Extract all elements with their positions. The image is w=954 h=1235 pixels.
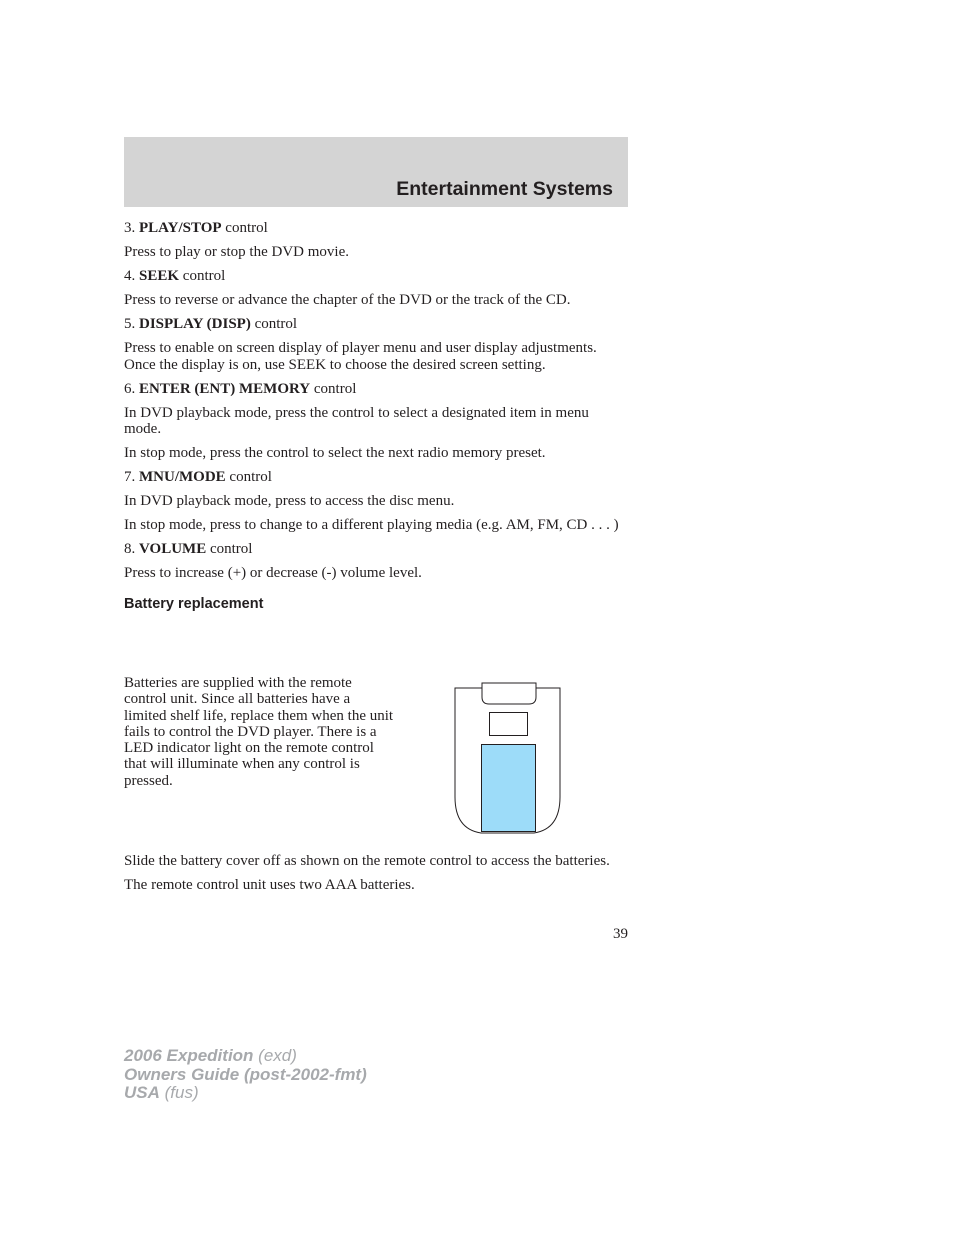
item-6-desc: In DVD playback mode, press the control to select a designated item in menu mode. [124, 404, 589, 437]
item-7-desc: In DVD playback mode, press to access the disc menu. [124, 493, 455, 509]
battery-type-text: The remote control unit uses two AAA batteries. [124, 876, 415, 893]
controls-list [124, 220, 629, 619]
battery-intro: Batteries are supplied with the remote control unit. Since all batteries have a limited shelf life, replace them when the unit fails to control the DVD player. There is a LED indicator light on the remote control that will illuminate when any control is pressed. [124, 675, 394, 789]
footer-line-2: Owners Guide (post-2002-fmt) [124, 1064, 367, 1084]
item-3-desc: Press to play or stop the DVD movie. [124, 244, 349, 260]
item-8-desc: Press to increase (+) or decrease (-) volume level. [124, 565, 422, 581]
item-5-heading: 5. DISPLAY (DISP) control [124, 316, 298, 332]
footer-line-3: USA (fus) [124, 1083, 199, 1102]
document-footer [124, 1047, 367, 1103]
page-number: 39 [613, 926, 628, 942]
footer-line-1: 2006 Expedition (exd) [124, 1046, 297, 1065]
battery-heading: Battery replacement [124, 595, 264, 612]
remote-control-illustration [452, 682, 564, 836]
item-4-desc: Press to reverse or advance the chapter of the DVD or the track of the CD. [124, 292, 571, 308]
item-6-desc-2: In stop mode, press the control to select the next radio memory preset. [124, 445, 546, 461]
led-window [490, 713, 528, 736]
item-7-desc-2: In stop mode, press to change to a different playing media (e.g. AM, FM, CD . . . ) [124, 517, 619, 533]
battery-slide-text: Slide the battery cover off as shown on the remote control to access the batteries. [124, 853, 610, 869]
battery-instructions [124, 853, 629, 900]
item-3-heading: 3. PLAY/STOP control [124, 220, 268, 236]
item-5-desc: Press to enable on screen display of player menu and user display adjustments. Once the display is on, use SEEK to choose the desired screen setting. [124, 340, 597, 373]
section-header-bar [124, 137, 628, 207]
remote-top-notch [482, 683, 536, 704]
battery-cover [482, 745, 536, 832]
item-8-heading: 8. VOLUME control [124, 541, 253, 557]
item-7-heading: 7. MNU/MODE control [124, 469, 272, 485]
section-title: Entertainment Systems [396, 178, 613, 200]
item-6-heading: 6. ENTER (ENT) MEMORY control [124, 380, 357, 397]
item-4-heading: 4. SEEK control [124, 268, 226, 284]
